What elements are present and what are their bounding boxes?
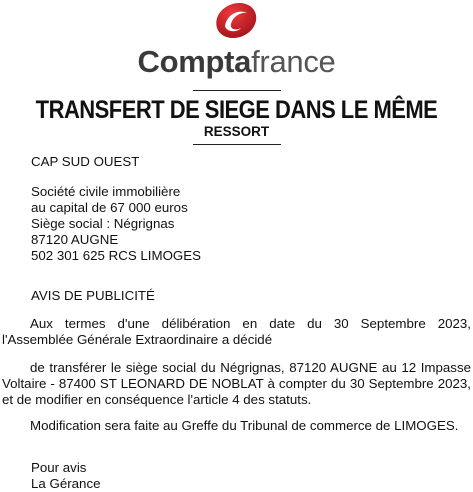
company-capital: au capital de 67 000 euros <box>31 200 188 215</box>
paragraph-deliberation <box>2 316 471 348</box>
company-type: Société civile immobilière <box>31 184 181 199</box>
closing-signature: La Gérance <box>31 476 101 491</box>
company-seat: Siège social : Négrignas <box>31 216 175 231</box>
notice-subtitle: RESSORT <box>203 124 270 139</box>
company-name: CAP SUD OUEST <box>31 154 140 169</box>
section-heading: AVIS DE PUBLICITÉ <box>31 288 155 303</box>
company-details <box>31 184 201 264</box>
brand-header <box>0 0 473 82</box>
paragraph-registry-text: Modification sera faite au Greffe du Tribunal de commerce de LIMOGES. <box>30 418 459 433</box>
closing-line-1: Pour avis <box>31 460 87 475</box>
paragraph-transfer-text: de transférer le siège social du Négrignas, 87120 AUGNE au 12 Impasse Voltaire - 87400 ST LEONARD DE NOBLAT à compter du 30 Septembre 2023, et de modifier en conséquence l'article 4 des statuts. <box>2 360 471 407</box>
title-bottom-rule <box>193 144 281 145</box>
paragraph-transfer <box>2 360 471 408</box>
brand-name-bold: Compta <box>137 44 252 79</box>
brand-wordmark <box>0 44 473 80</box>
section-heading-block <box>31 288 155 304</box>
comptafrance-logo-icon <box>211 0 261 42</box>
brand-name-light: france <box>251 44 336 79</box>
company-postal: 87120 AUGNE <box>31 232 119 247</box>
closing-block <box>31 460 100 492</box>
notice-title: TRANSFERT DE SIEGE DANS LE MÊME <box>35 96 438 124</box>
paragraph-registry <box>2 418 471 434</box>
title-top-rule <box>193 90 281 91</box>
company-name-block <box>31 154 139 170</box>
company-rcs: 502 301 625 RCS LIMOGES <box>31 248 201 263</box>
paragraph-deliberation-text: Aux termes d'une délibération en date du 30 Septembre 2023, l'Assemblée Générale Extraordinaire a décidé <box>2 316 471 347</box>
